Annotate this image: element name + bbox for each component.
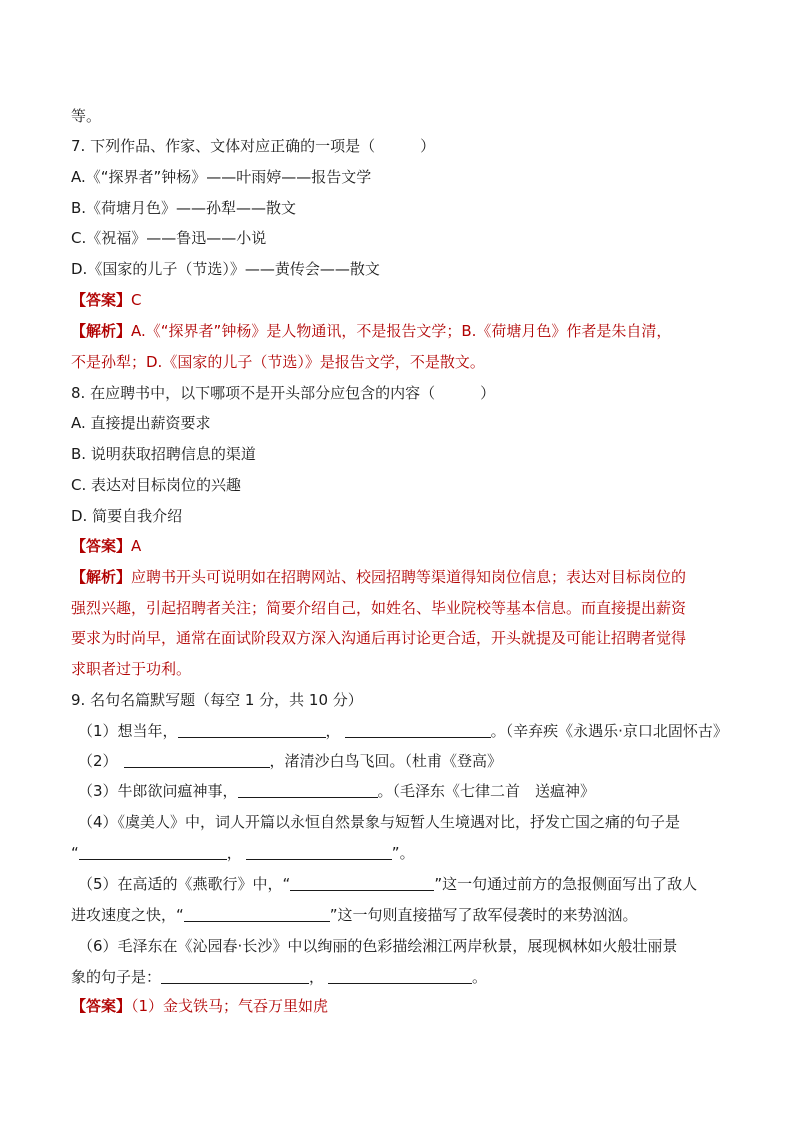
q9-item-3: （3）牛郎欲问瘟神事， 。（毛泽东《七律二首 送瘟神》 [78, 782, 596, 800]
analysis-label: 【解析】 [71, 322, 132, 340]
q8-option-c: C. 表达对目标岗位的兴趣 [71, 476, 242, 494]
q9-answer [71, 996, 328, 1016]
answer-label: 【答案】 [71, 291, 132, 309]
q7-analysis-line-1: 【解析】A.《“探界者”钟杨》是人物通讯，不是报告文学；B.《荷塘月色》作者是朱自清， [71, 322, 672, 340]
fill-blank[interactable] [345, 722, 491, 738]
answer-value: C [131, 291, 142, 309]
answer-label: 【答案】 [71, 997, 132, 1015]
fill-blank[interactable] [238, 782, 378, 798]
fill-blank[interactable] [328, 968, 472, 984]
q7-option-b: B.《荷塘月色》——孙犁——散文 [71, 199, 297, 217]
q8-analysis-line-3: 要求为时尚早，通常在面试阶段双方深入沟通后再讨论更合适，开头就提及可能让招聘者觉得 [71, 629, 687, 647]
q9-item-5-line-2: 进攻速度之快，“ ”这一句则直接描写了敌军侵袭时的来势汹汹。 [71, 906, 638, 924]
answer-value: A [131, 537, 142, 555]
fill-blank[interactable] [79, 844, 227, 860]
q7-option-a: A.《“探界者”钟杨》——叶雨婷——报告文学 [71, 168, 372, 186]
fill-blank[interactable] [290, 875, 434, 891]
fill-blank[interactable] [161, 968, 309, 984]
q9-item-2: （2） ，渚清沙白鸟飞回。（杜甫《登高》 [78, 752, 503, 770]
q7-analysis-line-2: 不是孙犁；D.《国家的儿子（节选）》是报告文学，不是散文。 [71, 353, 485, 371]
q9-item-6-line-1: （6）毛泽东在《沁园春·长沙》中以绚丽的色彩描绘湘江两岸秋景，展现枫林如火般壮丽景 [78, 937, 678, 955]
q7-option-c: C.《祝福》——鲁迅——小说 [71, 229, 267, 247]
top-fragment: 等。 [71, 107, 102, 125]
q9-item-4-line-1: （4）《虞美人》中，词人开篇以永恒自然景象与短暂人生境遇对比，抒发亡国之痛的句子是 [78, 813, 681, 831]
q8-analysis-line-1: 【解析】应聘书开头可说明如在招聘网站、校园招聘等渠道得知岗位信息；表达对目标岗位的 [71, 568, 687, 586]
analysis-label: 【解析】 [71, 568, 132, 586]
q8-analysis-line-2: 强烈兴趣，引起招聘者关注；简要介绍自己，如姓名、毕业院校等基本信息。而直接提出薪资 [71, 599, 687, 617]
q8-answer [71, 536, 141, 556]
q8-option-a: A. 直接提出薪资要求 [71, 414, 211, 432]
answer-label: 【答案】 [71, 537, 132, 555]
q9-item-6-line-2: 象的句子是： ， 。 [71, 968, 488, 986]
fill-blank[interactable] [124, 752, 270, 768]
q7-stem: 7. 下列作品、作家、文体对应正确的一项是（ ） [71, 137, 436, 155]
q9-stem: 9. 名句名篇默写题（每空 1 分，共 10 分） [71, 691, 363, 709]
fill-blank[interactable] [184, 906, 330, 922]
fill-blank[interactable] [178, 722, 326, 738]
q9-item-5-line-1: （5）在高适的《燕歌行》中，“ ”这一句通过前方的急报侧面写出了敌人 [78, 875, 698, 893]
q8-option-b: B. 说明获取招聘信息的渠道 [71, 445, 256, 463]
q8-option-d: D. 简要自我介绍 [71, 507, 183, 525]
q8-stem: 8. 在应聘书中，以下哪项不是开头部分应包含的内容（ ） [71, 384, 496, 402]
q8-analysis-line-4: 求职者过于功利。 [71, 660, 192, 678]
q7-option-d: D.《国家的儿子（节选）》——黄传会——散文 [71, 260, 380, 278]
q7-answer [71, 290, 142, 310]
answer-value: （1）金戈铁马；气吞万里如虎 [131, 997, 329, 1015]
q9-item-1: （1）想当年， ， 。（辛弃疾《永遇乐·京口北固怀古》 [78, 722, 728, 740]
q9-item-4-line-2: “ ， ”。 [71, 844, 415, 862]
fill-blank[interactable] [246, 844, 392, 860]
